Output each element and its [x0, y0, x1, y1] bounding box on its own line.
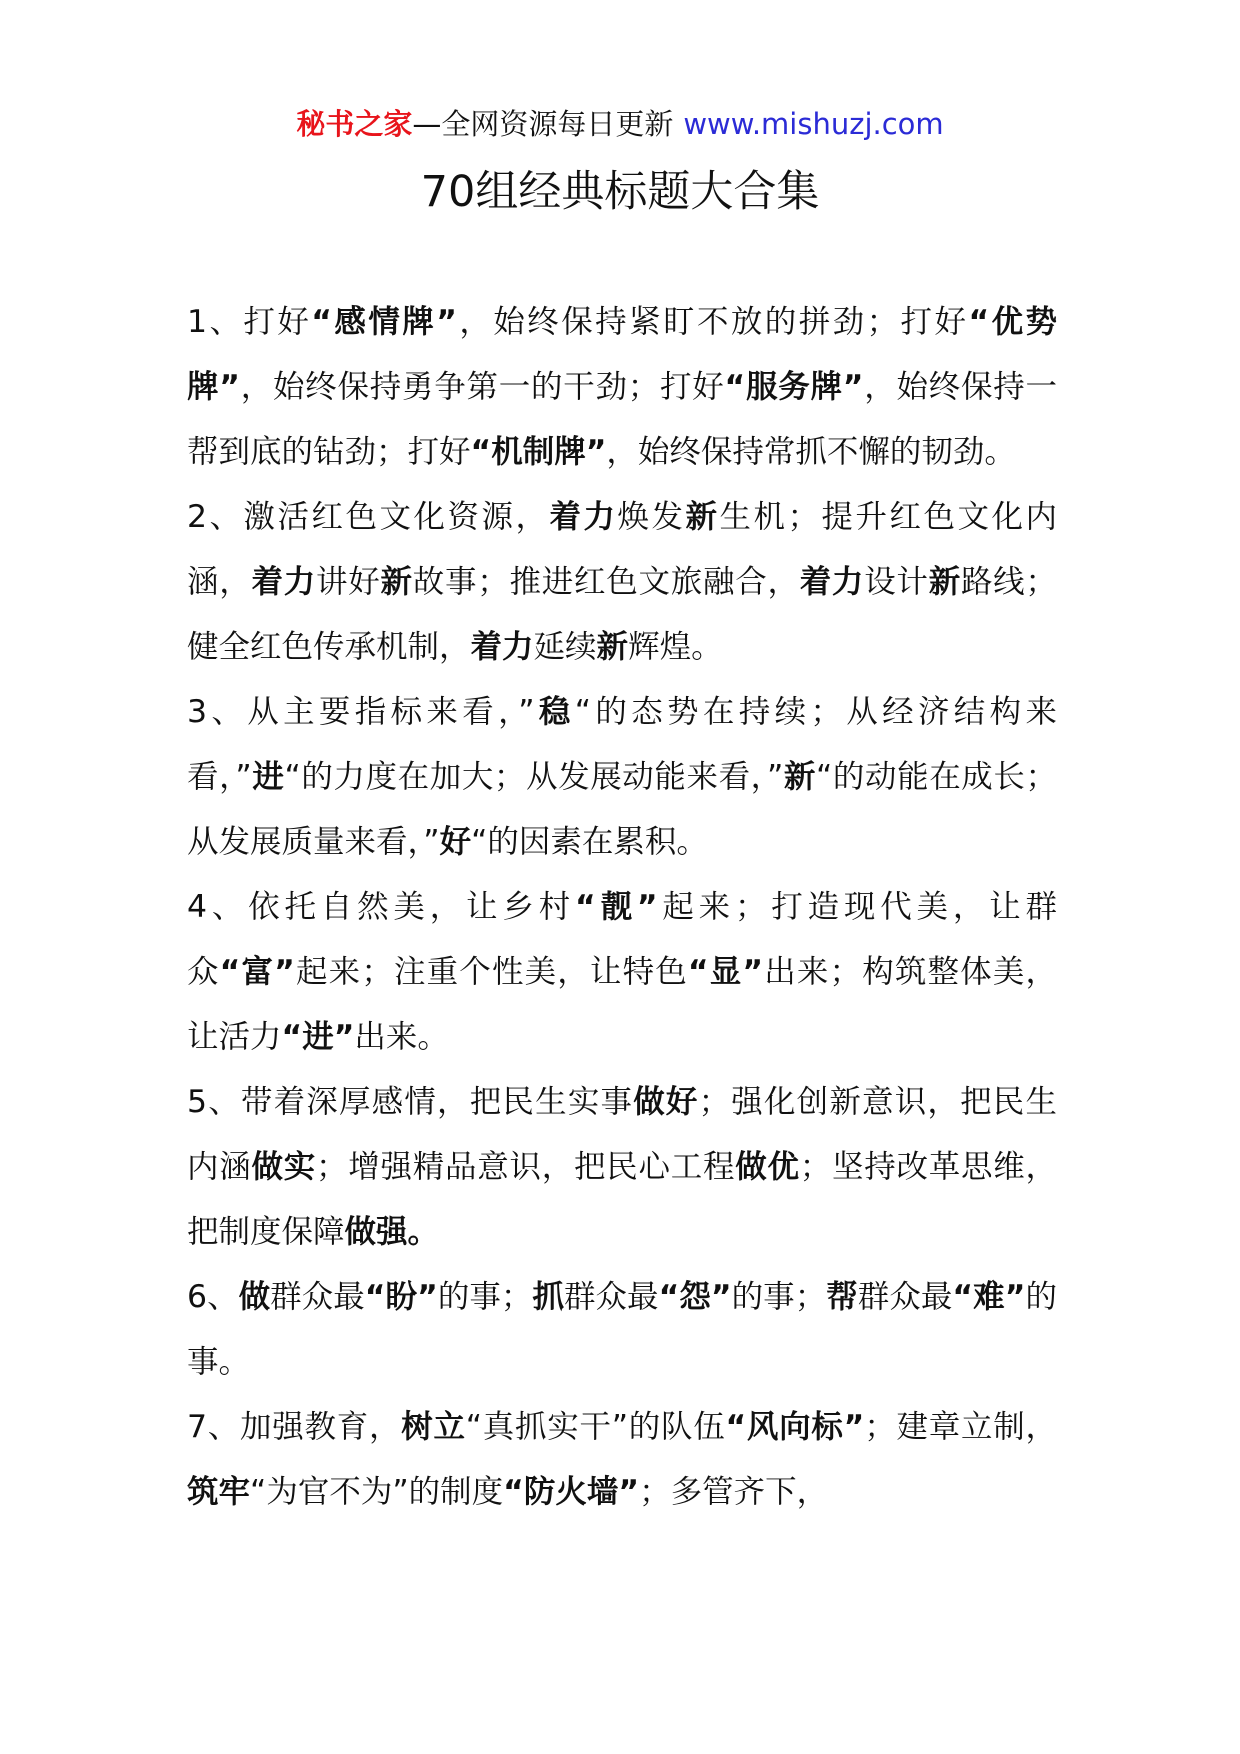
text-segment: 6、 — [187, 1279, 239, 1315]
text-segment: 群众最 — [857, 1279, 953, 1315]
bold-text: 新 — [380, 564, 413, 600]
bold-text: 做 — [238, 1279, 271, 1315]
text-segment: 设计 — [864, 564, 929, 600]
text-segment: “的因素在累积。 — [471, 824, 708, 860]
bold-text: “风向标” — [725, 1409, 865, 1445]
text-segment: ，始终保持勇争第一的干劲；打好 — [239, 369, 725, 405]
text-segment: “为官不为”的制度 — [250, 1474, 504, 1510]
text-segment: 路线；健全红色传承机制， — [187, 564, 1057, 665]
bold-text: 树立 — [401, 1409, 466, 1445]
site-header — [0, 102, 1240, 146]
bold-text: “感情牌” — [311, 304, 457, 340]
text-segment: 7、加强教育， — [187, 1409, 402, 1445]
document-body — [187, 290, 1057, 1525]
list-item — [187, 485, 1057, 680]
text-segment: ；增强精品意识，把民心工程 — [316, 1149, 736, 1185]
bold-text: 进 — [251, 759, 285, 795]
text-segment: ，始终保持紧盯不放的拼劲；打好 — [456, 304, 969, 340]
text-segment: 2、激活红色文化资源， — [187, 499, 550, 535]
text-segment: ，始终保持一帮到底的钻劲；打好 — [187, 369, 1057, 470]
brand-name: 秘书之家 — [296, 107, 413, 141]
bold-text: “显” — [687, 954, 764, 990]
text-segment: 1、打好 — [187, 304, 312, 340]
bold-text: 着力 — [799, 564, 865, 600]
website-link[interactable]: www.mishuzj.com — [683, 107, 944, 141]
bold-text: 新 — [928, 564, 961, 600]
text-segment: ；坚持改革思维，把制度保障 — [187, 1149, 1057, 1250]
text-segment: “的动能在成长；从发展质量来看，” — [187, 759, 1057, 860]
text-segment: “的力度在加大；从发展动能来看，” — [284, 759, 784, 795]
bold-text: “怨” — [658, 1279, 732, 1315]
bold-text: 做优 — [735, 1149, 800, 1185]
bold-text: 新 — [685, 499, 720, 535]
text-segment: “的态势在持续；从经济结构来看，” — [187, 694, 1057, 795]
bold-text: “富” — [219, 954, 295, 990]
text-segment: 延续 — [533, 629, 597, 665]
text-segment: 起来；注重个性美，让特色 — [294, 954, 688, 990]
text-segment: 讲好 — [316, 564, 381, 600]
bold-text: 着力 — [549, 499, 618, 535]
text-segment: 起来；打造现代美，让群众 — [187, 889, 1057, 990]
bold-text: 筑牢 — [187, 1474, 251, 1510]
bold-text: “进” — [281, 1019, 355, 1055]
text-segment: 焕发 — [617, 499, 686, 535]
bold-text: 抓 — [532, 1279, 564, 1315]
bold-text: 着力 — [470, 629, 534, 665]
list-item — [187, 875, 1057, 1070]
list-item — [187, 1395, 1057, 1525]
text-segment: “真抓实干”的队伍 — [465, 1409, 726, 1445]
list-item — [187, 680, 1057, 875]
text-segment: 辉煌。 — [628, 629, 723, 665]
text-segment: 故事；推进红色文旅融合， — [412, 564, 800, 600]
list-item — [187, 290, 1057, 485]
bold-text: “机制牌” — [470, 434, 607, 470]
text-segment: 生机；提升红色文化内涵， — [187, 499, 1057, 600]
bold-text: “优势牌” — [187, 304, 1058, 405]
text-segment: ；强化创新意识，把民生内涵 — [187, 1084, 1057, 1185]
text-segment: ；建章立制， — [864, 1409, 1057, 1445]
text-segment: 3、从主要指标来看，” — [187, 694, 535, 730]
text-segment: 出来；构筑整体美，让活力 — [187, 954, 1057, 1055]
bold-text: 新 — [783, 759, 817, 795]
bold-text: 做好 — [633, 1084, 699, 1120]
bold-text: 做实 — [251, 1149, 316, 1185]
text-segment: 的事； — [731, 1279, 827, 1315]
text-segment: 群众最 — [270, 1279, 365, 1315]
bold-text: “防火墙” — [503, 1474, 640, 1510]
bold-text: “靓” — [575, 889, 658, 925]
text-segment: 出来。 — [354, 1019, 449, 1055]
text-segment: 4、依托自然美，让乡村 — [187, 889, 575, 925]
text-segment: ，始终保持常抓不懈的韧劲。 — [606, 434, 1016, 470]
bold-text: 新 — [596, 629, 629, 665]
bold-text: 着力 — [251, 564, 316, 600]
text-segment: 5、带着深厚感情，把民生实事 — [187, 1084, 634, 1120]
list-item — [187, 1070, 1057, 1265]
bold-text: “盼” — [364, 1279, 438, 1315]
bold-text: “难” — [952, 1279, 1026, 1315]
document-title: 70组经典标题大合集 — [420, 167, 820, 217]
text-segment: ；多管齐下， — [639, 1474, 829, 1510]
bold-text: 帮 — [826, 1279, 858, 1315]
text-segment: 群众最 — [563, 1279, 659, 1315]
text-segment: 的事。 — [187, 1279, 1057, 1380]
bold-text: 稳 — [534, 694, 575, 730]
bold-text: “服务牌” — [724, 369, 864, 405]
list-item — [187, 1265, 1057, 1395]
text-segment: 的事； — [437, 1279, 533, 1315]
bold-text: 好 — [439, 824, 472, 860]
bold-text: 做强。 — [344, 1214, 440, 1250]
header-slogan: —全网资源每日更新 — [412, 107, 674, 141]
